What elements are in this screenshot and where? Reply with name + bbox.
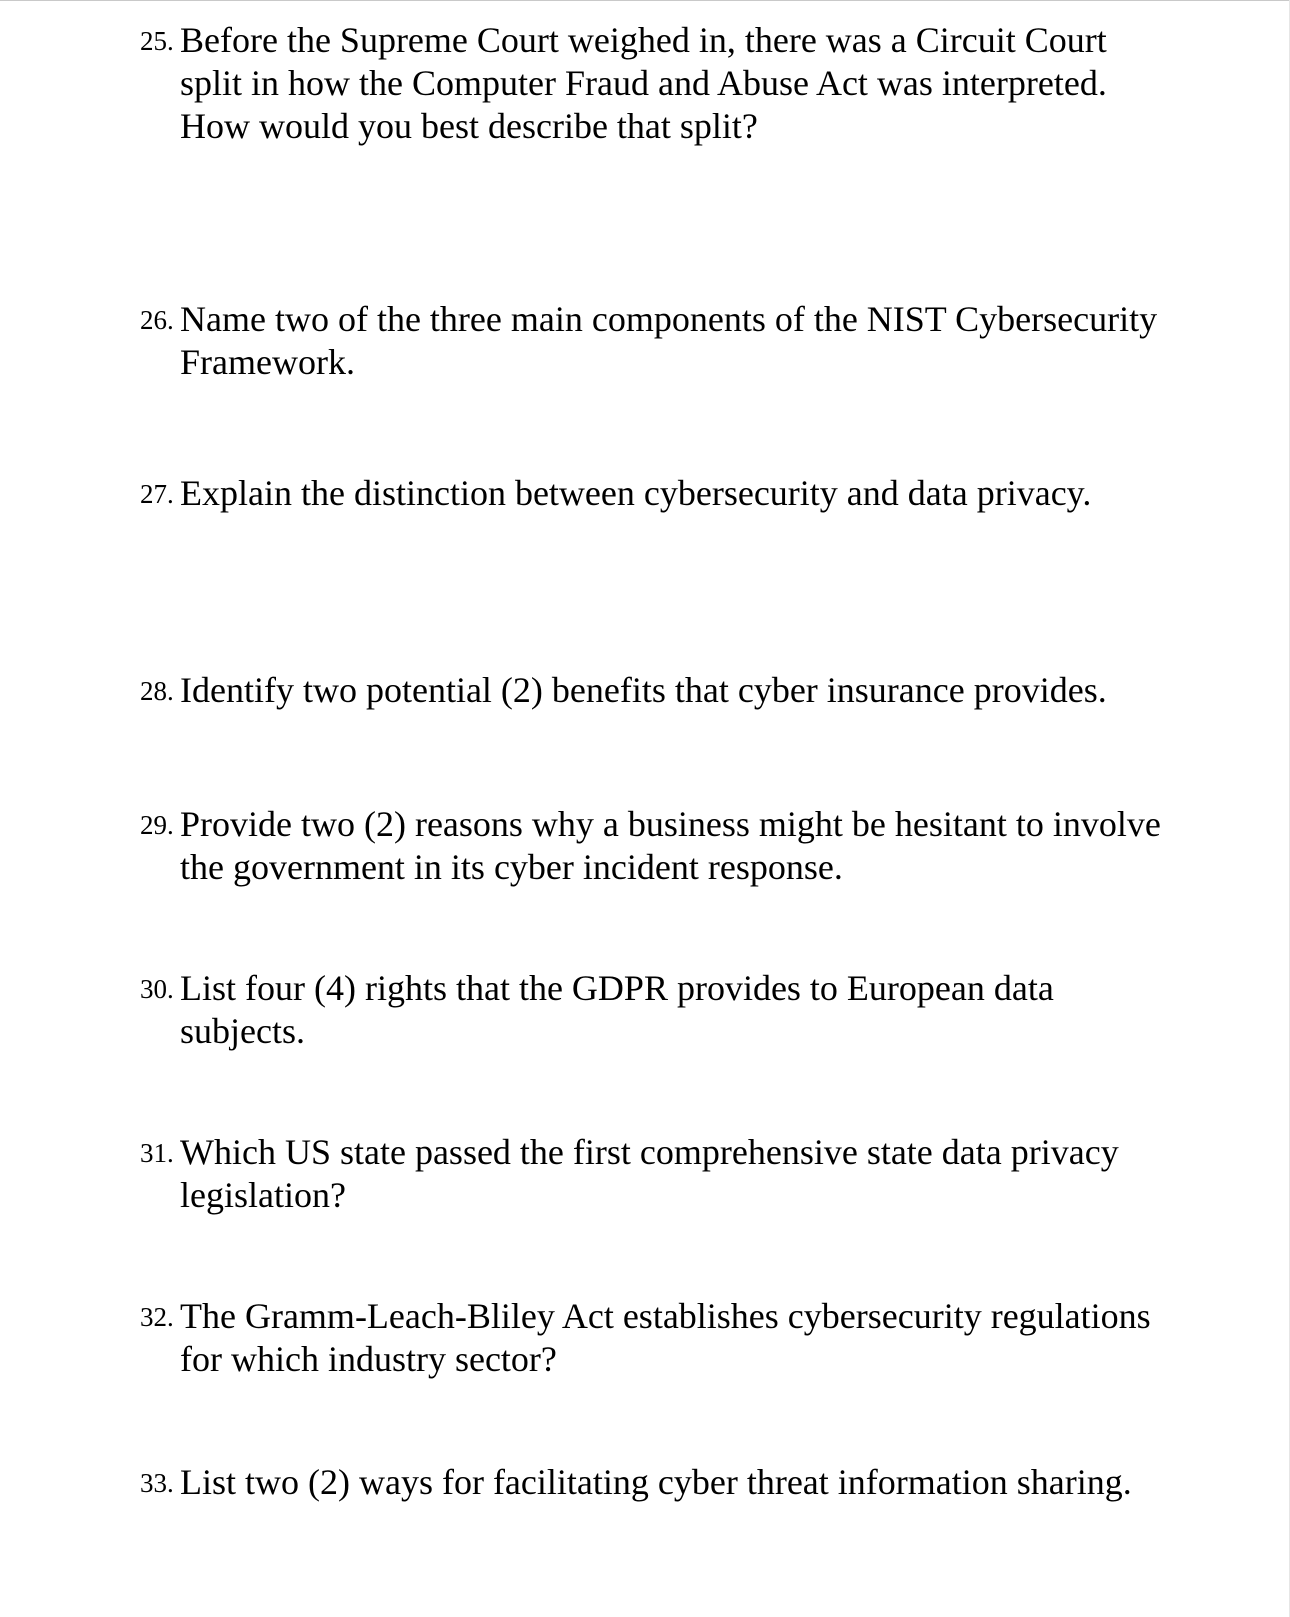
question-text (180, 1295, 1220, 1381)
question-line: Provide two (2) reasons why a business might be hesitant to involve (180, 804, 1161, 844)
question-27 (140, 472, 1220, 515)
question-line: Which US state passed the first comprehensive state data privacy (180, 1132, 1119, 1172)
question-line: Framework. (180, 342, 355, 382)
question-line: Before the Supreme Court weighed in, there was a Circuit Court (180, 20, 1107, 60)
question-text (180, 19, 1220, 148)
question-number: 28. (140, 676, 174, 706)
question-25 (140, 19, 1220, 148)
question-line: for which industry sector? (180, 1339, 557, 1379)
question-line: legislation? (180, 1175, 346, 1215)
question-text (180, 1461, 1220, 1504)
question-number: 25. (140, 26, 174, 56)
question-26 (140, 298, 1220, 384)
question-text (180, 669, 1220, 712)
question-text (180, 803, 1220, 889)
question-number: 31. (140, 1138, 174, 1168)
question-31 (140, 1131, 1220, 1217)
question-number: 29. (140, 810, 174, 840)
question-line: The Gramm-Leach-Bliley Act establishes cybersecurity regulations (180, 1296, 1151, 1336)
question-text (180, 967, 1220, 1053)
question-line: List two (2) ways for facilitating cyber threat information sharing. (180, 1462, 1132, 1502)
question-number: 26. (140, 305, 174, 335)
question-30 (140, 967, 1220, 1053)
top-divider (0, 0, 1290, 1)
question-29 (140, 803, 1220, 889)
question-line: subjects. (180, 1011, 305, 1051)
question-number: 33. (140, 1468, 174, 1498)
question-number: 30. (140, 974, 174, 1004)
question-line: Identify two potential (2) benefits that cyber insurance provides. (180, 670, 1107, 710)
question-number: 32. (140, 1302, 174, 1332)
question-28 (140, 669, 1220, 712)
question-line: the government in its cyber incident response. (180, 847, 843, 887)
question-line: Explain the distinction between cybersecurity and data privacy. (180, 473, 1092, 513)
question-text (180, 472, 1220, 515)
question-33 (140, 1461, 1220, 1504)
question-line: Name two of the three main components of the NIST Cybersecurity (180, 299, 1158, 339)
question-32 (140, 1295, 1220, 1381)
question-line: List four (4) rights that the GDPR provides to European data (180, 968, 1054, 1008)
question-line: How would you best describe that split? (180, 106, 758, 146)
question-line: split in how the Computer Fraud and Abuse Act was interpreted. (180, 63, 1107, 103)
question-number: 27. (140, 479, 174, 509)
question-text (180, 1131, 1220, 1217)
question-text (180, 298, 1220, 384)
